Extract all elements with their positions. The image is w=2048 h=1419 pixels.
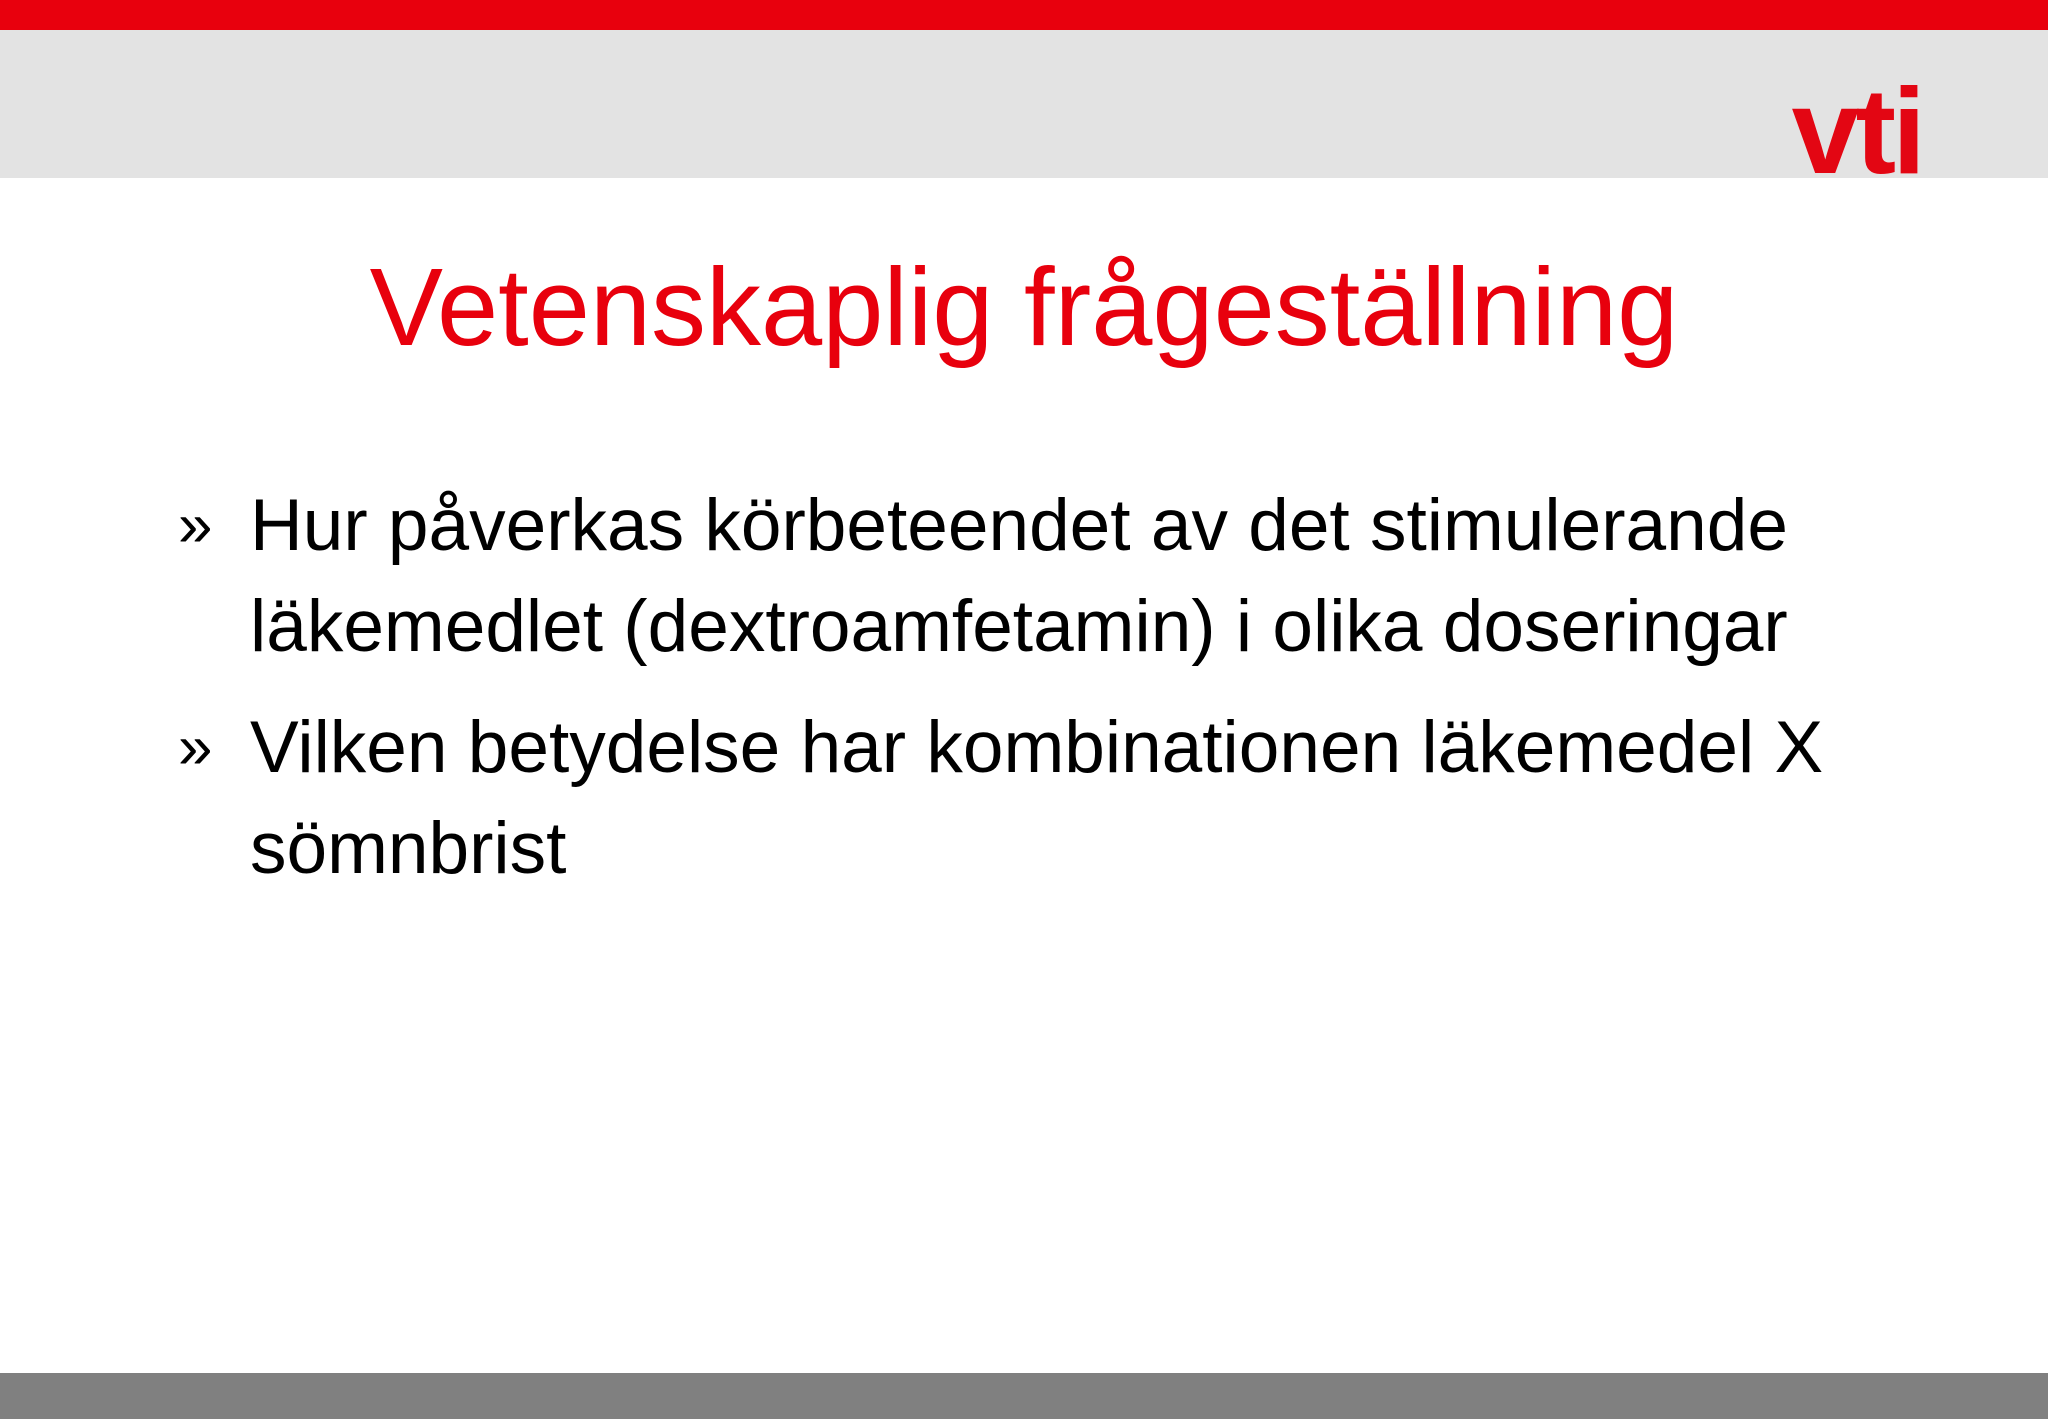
- top-accent-bar: [0, 0, 2048, 30]
- slide-title: Vetenskaplig frågeställning: [369, 246, 1679, 369]
- bullet-item: [178, 697, 1898, 899]
- bullet-text: Hur påverkas körbeteendet av det stimulerande läkemedlet (dextroamfetamin) i olika doseringar: [250, 485, 1788, 667]
- footer-bar: [0, 1373, 2048, 1419]
- vti-logo: vti: [1791, 63, 1922, 199]
- bullet-marker: »: [178, 491, 213, 560]
- bullet-item: [178, 475, 1898, 677]
- bullet-list: [178, 475, 1898, 919]
- bullet-marker: »: [178, 713, 213, 782]
- bullet-text: Vilken betydelse har kombinationen läkemedel X sömnbrist: [250, 707, 1824, 889]
- header-band: [0, 30, 2048, 199]
